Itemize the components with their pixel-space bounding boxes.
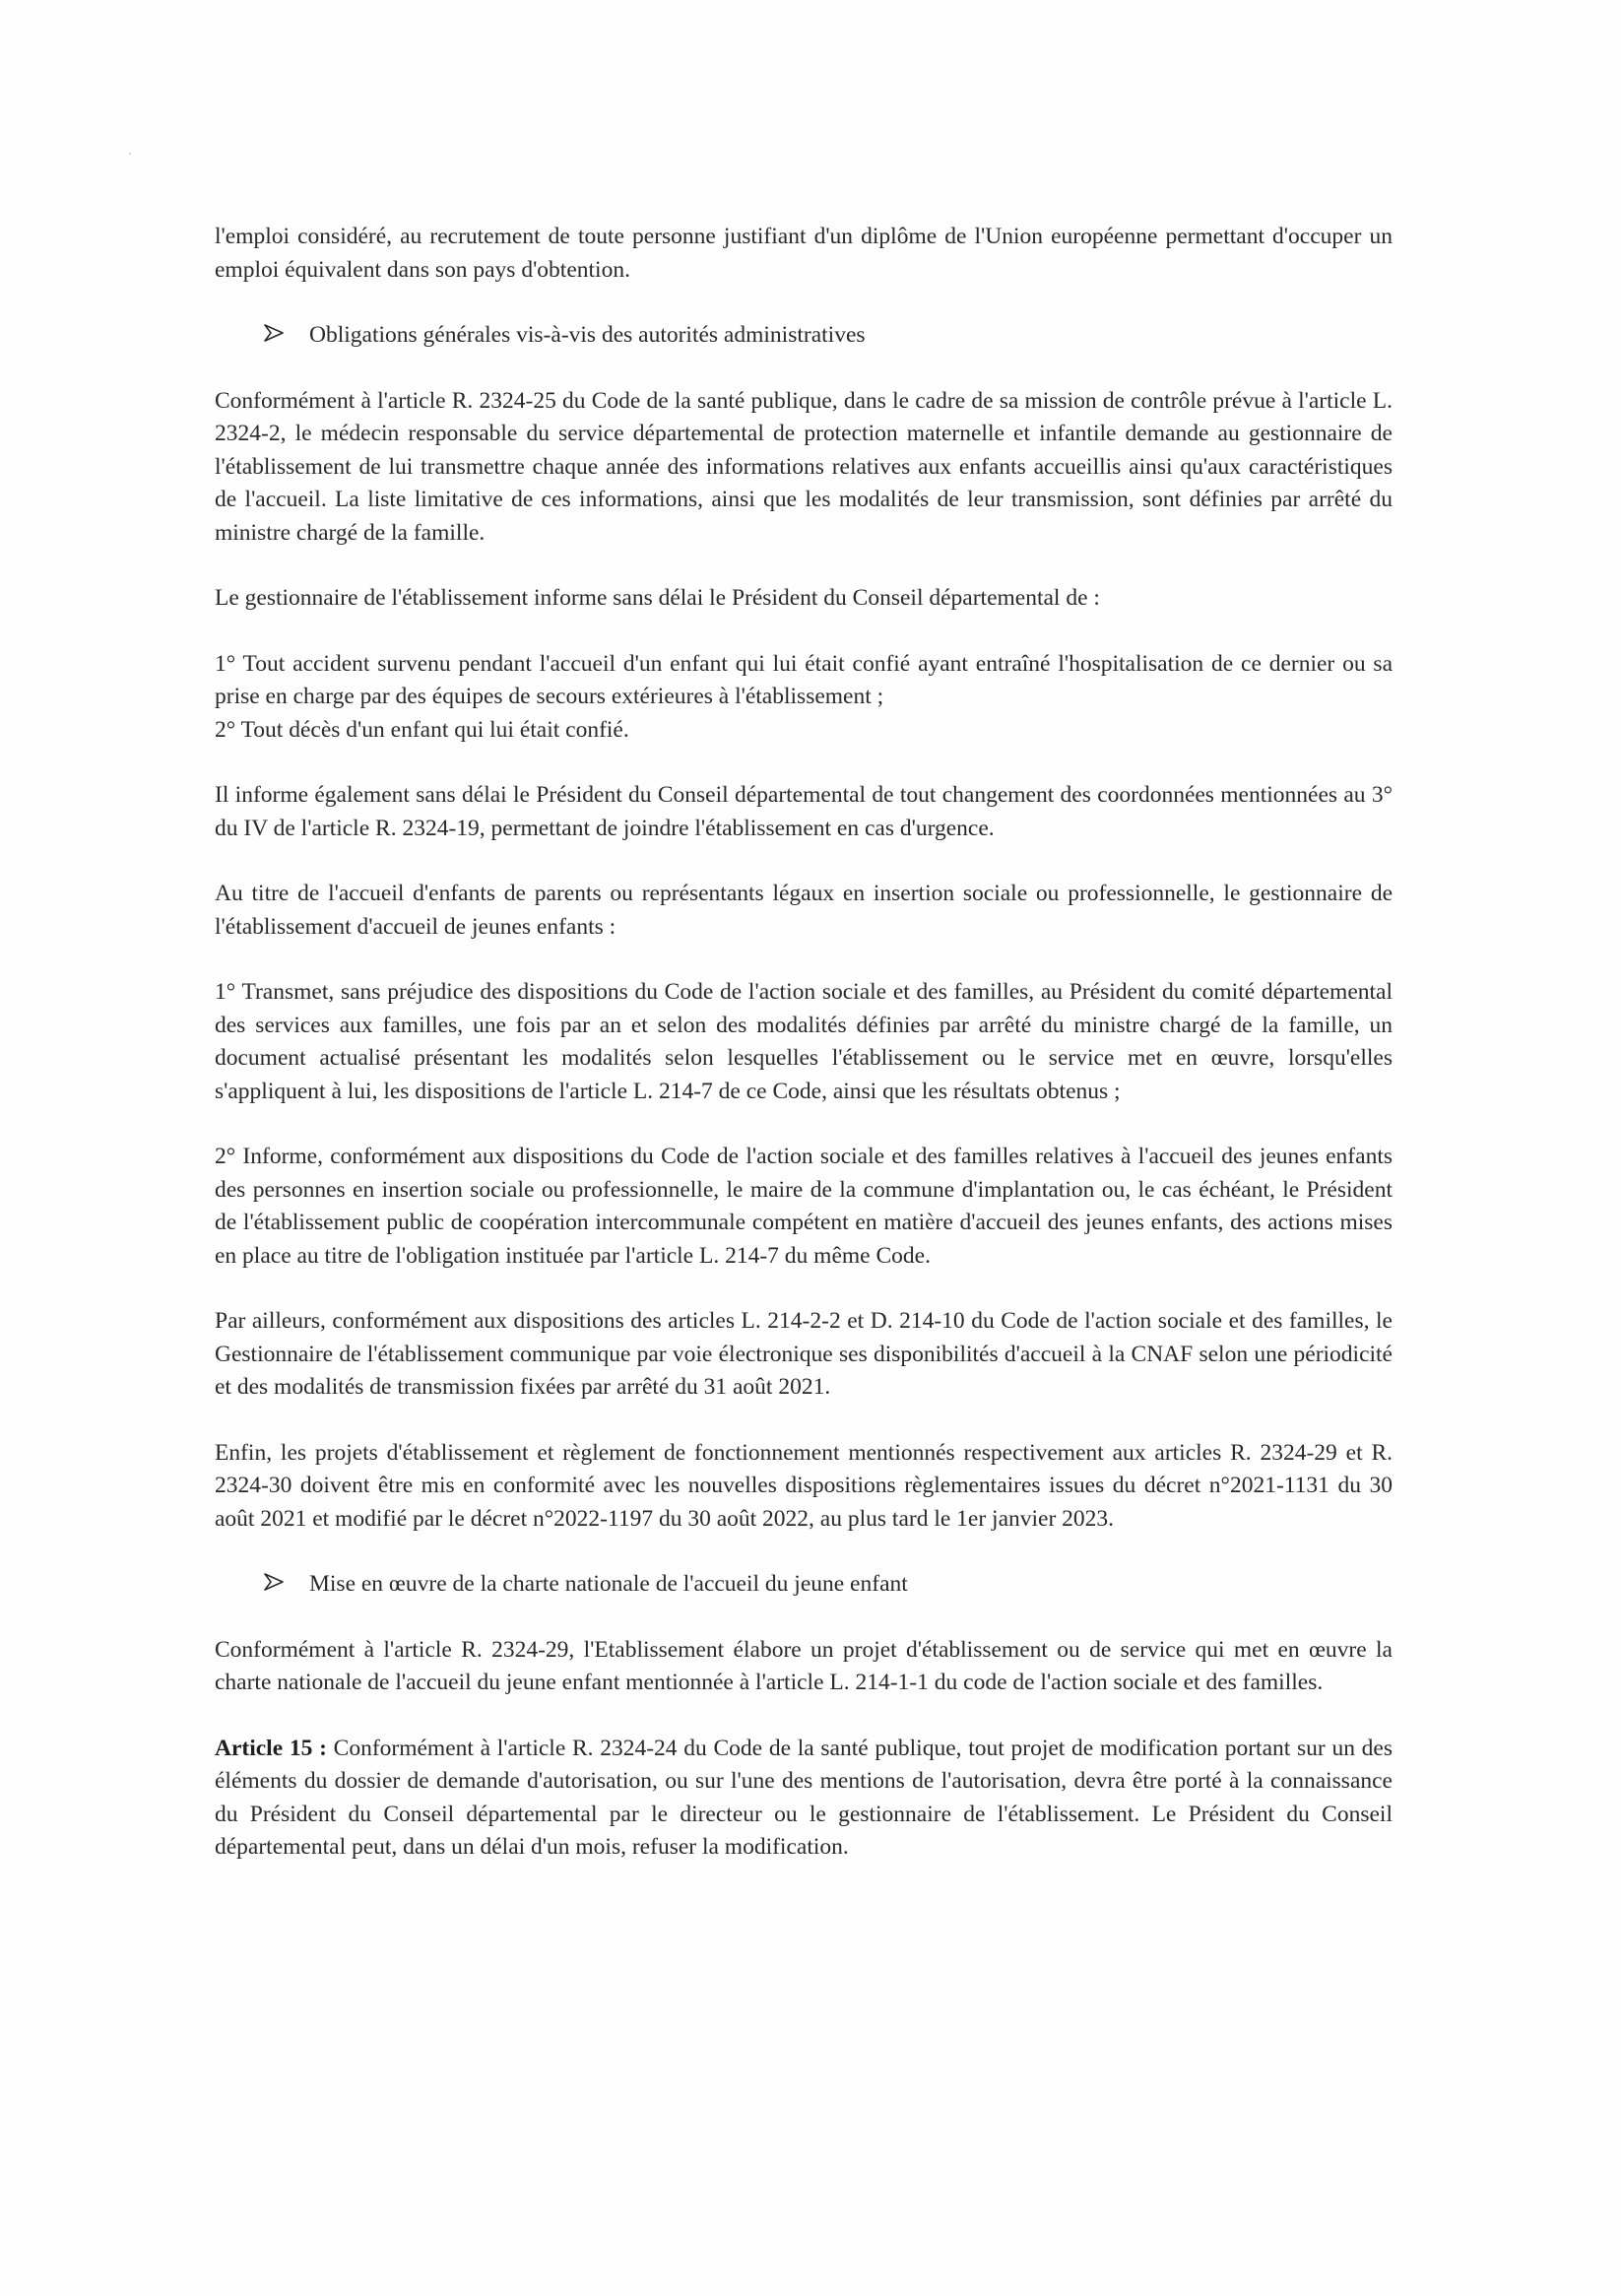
paragraph-coordonnees: Il informe également sans délai le Président du Conseil départemental de tout changement des coordonnées mentionnées au 3° du IV de l'article R. 2324-19, permettant de joindre l'établissement en cas d'urgence. [215,782,1393,841]
article-text: Conformément à l'article R. 2324-24 du Code de la santé publique, tout projet de modification portant sur un des éléments du dossier de demande d'autorisation, ou sur l'une des mentions de l'autorisation, devra être porté à la connaissance du Président du Conseil départemental par le directeur ou le gestionnaire de l'établissement. Le Président du Conseil départemental peut, dans un délai d'un mois, refuser la modification. [215,1735,1393,1860]
paragraph-inform-president: Le gestionnaire de l'établissement informe sans délai le Président du Conseil départemental de : [215,585,1100,611]
list-item-accident: 1° Tout accident survenu pendant l'accueil d'un enfant qui lui était confié ayant entraîné l'hospitalisation de ce dernier ou sa prise en charge par des équipes de secours extérieures à l'établissement ; [215,650,1393,709]
section-heading-text: Obligations générales vis-à-vis des autorités administratives [309,322,866,348]
document-body [215,221,1393,1897]
paragraph-insertion-intro: Au titre de l'accueil d'enfants de parents ou représentants légaux en insertion sociale ou professionnelle, le gestionnaire de l'établissement d'accueil de jeunes enfants : [215,881,1393,940]
section-heading-text: Mise en œuvre de la charte nationale de l'accueil du jeune enfant [309,1571,908,1597]
section-heading-obligations [215,319,1393,353]
paragraph-transmet: 1° Transmet, sans préjudice des dispositions du Code de l'action sociale et des familles, au Président du comité départemental des services aux familles, une fois par an et selon des modalités définies par arrêté du ministre chargé de la famille, un document actualisé présentant les modalités selon lesquelles l'établissement ou le service met en œuvre, lorsqu'elles s'appliquent à lui, les dispositions de l'article L. 214-7 de ce Code, ainsi que les résultats obtenus ; [215,979,1393,1104]
section-heading-charte [215,1568,1393,1602]
arrowhead-bullet-icon [264,1573,284,1591]
scan-speck [129,153,131,155]
paragraph-diploma-continuation: l'emploi considéré, au recrutement de toute personne justifiant d'un diplôme de l'Union européenne permettant d'occuper un emploi équivalent dans son pays d'obtention. [215,224,1393,283]
article-label: Article 15 : [215,1735,327,1761]
paragraph-pmi-control: Conformément à l'article R. 2324-25 du Code de la santé publique, dans le cadre de sa mission de contrôle prévue à l'article L. 2324-2, le médecin responsable du service départemental de protection maternelle et infantile demande au gestionnaire de l'établissement de lui transmettre chaque année des informations relatives aux enfants accueillis ainsi qu'aux caractéristiques de l'accueil. La liste limitative de ces informations, ainsi que les modalités de leur transmission, sont définies par arrêté du ministre chargé de la famille. [215,387,1393,546]
paragraph-article-15 [215,1733,1393,1865]
arrowhead-bullet-icon [264,324,284,342]
paragraph-cnaf: Par ailleurs, conformément aux dispositions des articles L. 214-2-2 et D. 214-10 du Code de l'action sociale et des familles, le Gestionnaire de l'établissement communique par voie électronique ses disponibilités d'accueil à la CNAF selon une périodicité et des modalités de transmission fixées par arrêté du 31 août 2021. [215,1308,1393,1400]
paragraph-charte: Conformément à l'article R. 2324-29, l'Etablissement élabore un projet d'établissement ou de service qui met en œuvre la charte nationale de l'accueil du jeune enfant mentionnée à l'article L. 214-1-1 du code de l'action sociale et des familles. [215,1636,1393,1695]
paragraph-informe: 2° Informe, conformément aux dispositions du Code de l'action sociale et des familles relatives à l'accueil des jeunes enfants des personnes en insertion sociale ou professionnelle, le maire de la commune d'implantation ou, le cas échéant, le Président de l'établissement public de coopération intercommunale compétent en matière d'accueil des jeunes enfants, des actions mises en place au titre de l'obligation instituée par l'article L. 214-7 du même Code. [215,1144,1393,1269]
paragraph-enfin: Enfin, les projets d'établissement et règlement de fonctionnement mentionnés respectivement aux articles R. 2324-29 et R. 2324-30 doivent être mis en conformité avec les nouvelles dispositions règlementaires issues du décret n°2021-1131 du 30 août 2021 et modifié par le décret n°2022-1197 du 30 août 2022, au plus tard le 1er janvier 2023. [215,1439,1393,1532]
list-item-deces: 2° Tout décès d'un enfant qui lui était confié. [215,716,629,743]
